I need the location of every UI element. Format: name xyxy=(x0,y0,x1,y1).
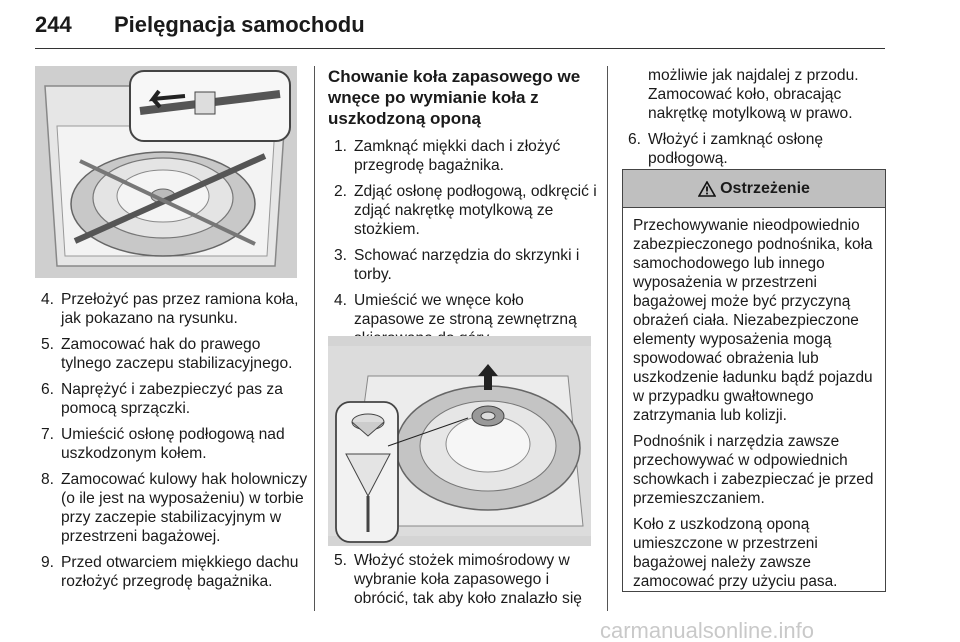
warning-title: Ostrzeżenie xyxy=(720,179,810,197)
list-item: 7. Umieścić osłonę podłogową nad uszkodzonym kołem. xyxy=(41,426,285,462)
warning-body xyxy=(623,208,885,591)
warning-box xyxy=(622,169,886,592)
illustration-wheel-strap xyxy=(35,66,297,278)
list-item: 5. Zamocować hak do prawego tylnego zaczepu stabilizacyjnego. xyxy=(41,336,293,372)
warning-paragraph: Podnośnik i narzędzia zawsze przechowywać w odpowiednich schowkach i zabezpieczać je przed przemieszczaniem. xyxy=(633,433,874,507)
column-divider-right xyxy=(607,66,608,611)
list-item: 6. Włożyć i zamknąć osłonę podłogową. xyxy=(628,131,824,167)
warning-paragraph: Koło z uszkodzoną oponą umieszczone w przestrzeni bagażowej należy zawsze zamocować przy użyciu pasa. xyxy=(633,516,838,590)
list-item: 6. Naprężyć i zabezpieczyć pas za pomocą sprzączki. xyxy=(41,381,283,417)
list-item: 3. Schować narzędzia do skrzynki i torby. xyxy=(334,247,580,283)
warning-triangle-icon xyxy=(698,181,716,197)
page-title: Pielęgnacja samochodu xyxy=(114,12,365,37)
column-divider-left xyxy=(314,66,315,611)
list-item: 2. Zdjąć osłonę podłogową, odkręcić i zdjąć nakrętkę motylkową ze stożkiem. xyxy=(334,183,597,238)
warning-header xyxy=(623,170,885,208)
list-item: 4. Umieścić we wnęce koło zapasowe ze stroną zewnętrzną xyxy=(334,292,577,328)
list-item: 4. Przełożyć pas przez ramiona koła, jak pokazano na rysunku. xyxy=(41,291,299,327)
page-number: 244 xyxy=(35,12,72,37)
page-header xyxy=(35,10,885,50)
list-item-continuation: możliwie jak najdalej z przodu. Zamocować koło, obracając nakrętkę motylkową w prawo. xyxy=(648,67,859,122)
section-heading: Chowanie koła zapasowego we wnęce po wymianie koła z uszkodzoną oponą xyxy=(328,67,581,128)
steps-list-middle xyxy=(328,137,598,355)
steps-list-right xyxy=(622,66,887,175)
list-item: 9. Przed otwarciem miękkiego dachu rozłożyć przegrodę bagażnika. xyxy=(41,554,299,590)
list-item: 5. Włożyć stożek mimośrodowy w wybranie koła zapasowego i obrócić, tak aby koło znalazło się xyxy=(334,552,582,607)
warning-paragraph: Przechowywanie nieodpowiednio zabezpieczonego podnośnika, koła samochodowego lub innego wyposażenia w przestrzeni bagażowej może być przyczyną obrażeń ciała. Niezabezpieczone elementy wyposażenia mogą spowodować obrażenia lub uszkodzenie ładunku bądź pojazdu w przypadku gwałtownego zatrzymania lub kolizji. xyxy=(633,217,873,424)
list-item: 8. Zamocować kulowy hak holowniczy (o ile jest na wyposażeniu) w torbie przy zaczepie stabilizacyjnym w przestrzeni bagażowej. xyxy=(41,471,308,545)
steps-list-left xyxy=(35,290,310,598)
illustration-spare-wheel-well xyxy=(328,336,591,546)
watermark: carmanualsonline.info xyxy=(600,618,815,642)
header-divider xyxy=(35,48,885,49)
steps-list-middle-continued xyxy=(328,551,598,615)
list-item: 1. Zamknąć miękki dach i złożyć przegrodę bagażnika. xyxy=(334,138,561,174)
